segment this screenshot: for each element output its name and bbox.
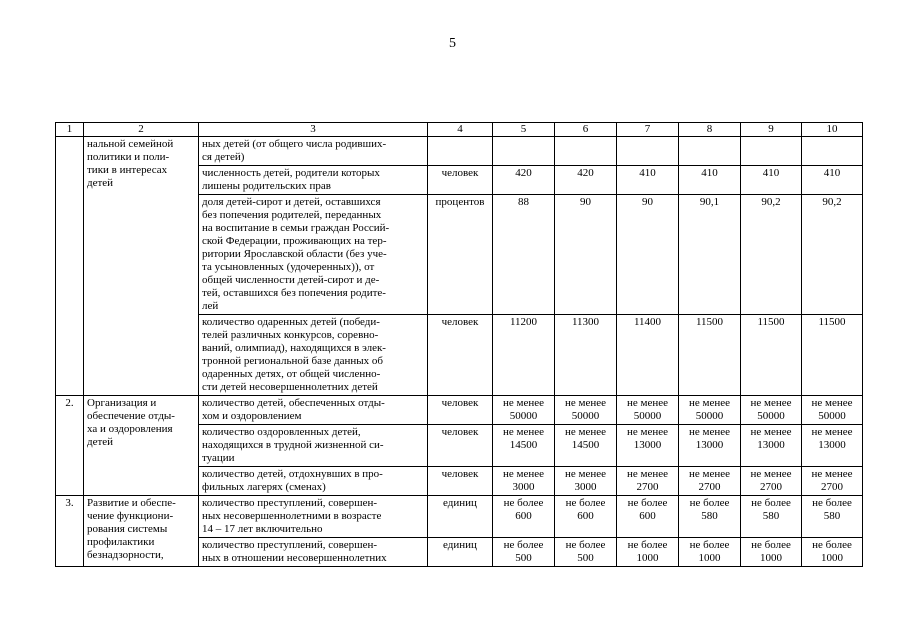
value-cell: не менее 13000	[741, 425, 802, 467]
value-cell: не менее 50000	[555, 396, 617, 425]
header-cell: 9	[741, 123, 802, 137]
section-number: 2.	[56, 396, 84, 496]
value-cell: 88	[493, 195, 555, 315]
indicator-cell: количество преступлений, совершен- ных несовершеннолетними в возрасте 14 – 17 лет включительно	[199, 496, 428, 538]
indicators-table	[55, 122, 863, 567]
value-cell: не менее 2700	[617, 467, 679, 496]
indicator-cell: ных детей (от общего числа родивших- ся детей)	[199, 137, 428, 166]
value-cell: 11400	[617, 315, 679, 396]
page-number: 5	[449, 36, 456, 51]
value-cell: не более 1000	[617, 538, 679, 567]
table-row	[56, 137, 863, 166]
value-cell: не менее 3000	[493, 467, 555, 496]
value-cell	[679, 137, 741, 166]
value-cell: не более 580	[679, 496, 741, 538]
value-cell: 90,1	[679, 195, 741, 315]
header-cell: 2	[84, 123, 199, 137]
value-cell: не менее 2700	[802, 467, 863, 496]
indicator-cell: количество детей, отдохнувших в про- фильных лагерях (сменах)	[199, 467, 428, 496]
indicator-cell: количество детей, обеспеченных отды- хом и оздоровлением	[199, 396, 428, 425]
unit-cell: человек	[428, 467, 493, 496]
value-cell	[493, 137, 555, 166]
value-cell: не менее 50000	[493, 396, 555, 425]
value-cell: не менее 2700	[679, 467, 741, 496]
value-cell: 11500	[741, 315, 802, 396]
value-cell: не более 580	[802, 496, 863, 538]
section-title: Развитие и обеспе- чение функциони- рования системы профилактики безнадзорности,	[84, 496, 199, 567]
unit-cell: человек	[428, 396, 493, 425]
value-cell: не более 600	[555, 496, 617, 538]
value-cell	[617, 137, 679, 166]
header-cell: 10	[802, 123, 863, 137]
value-cell: 410	[802, 166, 863, 195]
value-cell: не менее 50000	[617, 396, 679, 425]
indicator-cell: количество преступлений, совершен- ных в отношении несовершеннолетних	[199, 538, 428, 567]
value-cell	[741, 137, 802, 166]
value-cell: 410	[679, 166, 741, 195]
unit-cell: единиц	[428, 538, 493, 567]
value-cell	[802, 137, 863, 166]
value-cell: не менее 3000	[555, 467, 617, 496]
header-cell: 7	[617, 123, 679, 137]
value-cell: не менее 13000	[617, 425, 679, 467]
section-title: нальной семейной политики и поли- тики в интересах детей	[84, 137, 199, 396]
unit-cell: человек	[428, 166, 493, 195]
value-cell: не менее 13000	[679, 425, 741, 467]
section-title: Организация и обеспечение отды- ха и оздоровления детей	[84, 396, 199, 496]
unit-cell: человек	[428, 315, 493, 396]
header-row	[56, 123, 863, 137]
unit-cell: процентов	[428, 195, 493, 315]
header-cell: 5	[493, 123, 555, 137]
table-row	[56, 396, 863, 425]
section-number: 3.	[56, 496, 84, 567]
value-cell: 90,2	[741, 195, 802, 315]
value-cell: 420	[555, 166, 617, 195]
table-row	[56, 496, 863, 538]
indicator-cell: доля детей-сирот и детей, оставшихся без попечения родителей, переданных на воспитание в семьи граждан Россий- ской Федерации, проживающих на тер- ритории Ярославской области (без уче- та усыновленных (удочеренных)), от общей численности детей-сирот и де- тей, оставшихся без попечения родите- лей	[199, 195, 428, 315]
value-cell: не более 600	[493, 496, 555, 538]
value-cell: 410	[617, 166, 679, 195]
value-cell: не менее 13000	[802, 425, 863, 467]
value-cell: не более 600	[617, 496, 679, 538]
value-cell: не более 500	[493, 538, 555, 567]
header-cell: 6	[555, 123, 617, 137]
unit-cell: человек	[428, 425, 493, 467]
value-cell: не менее 14500	[555, 425, 617, 467]
value-cell: не более 500	[555, 538, 617, 567]
header-cell: 8	[679, 123, 741, 137]
value-cell: 90	[555, 195, 617, 315]
indicator-cell: численность детей, родители которых лишены родительских прав	[199, 166, 428, 195]
unit-cell: единиц	[428, 496, 493, 538]
value-cell	[555, 137, 617, 166]
value-cell: не более 580	[741, 496, 802, 538]
value-cell: не более 1000	[802, 538, 863, 567]
unit-cell	[428, 137, 493, 166]
value-cell: не менее 14500	[493, 425, 555, 467]
value-cell: не менее 2700	[741, 467, 802, 496]
header-cell: 4	[428, 123, 493, 137]
value-cell: 90	[617, 195, 679, 315]
value-cell: не менее 50000	[802, 396, 863, 425]
value-cell: 11500	[679, 315, 741, 396]
header-cell: 3	[199, 123, 428, 137]
indicator-cell: количество оздоровленных детей, находящихся в трудной жизненной си- туации	[199, 425, 428, 467]
value-cell: 11300	[555, 315, 617, 396]
value-cell: не менее 50000	[741, 396, 802, 425]
value-cell: 420	[493, 166, 555, 195]
table-body	[56, 123, 863, 567]
indicator-cell: количество одаренных детей (победи- телей различных конкурсов, соревно- ваний, олимпиад), находящихся в элек- тронной региональной базе данных об одаренных детях, от общей численно- сти детей несовершеннолетних детей	[199, 315, 428, 396]
value-cell: не менее 50000	[679, 396, 741, 425]
value-cell: не более 1000	[741, 538, 802, 567]
header-cell: 1	[56, 123, 84, 137]
value-cell: 11500	[802, 315, 863, 396]
value-cell: не более 1000	[679, 538, 741, 567]
value-cell: 410	[741, 166, 802, 195]
value-cell: 11200	[493, 315, 555, 396]
section-number	[56, 137, 84, 396]
value-cell: 90,2	[802, 195, 863, 315]
